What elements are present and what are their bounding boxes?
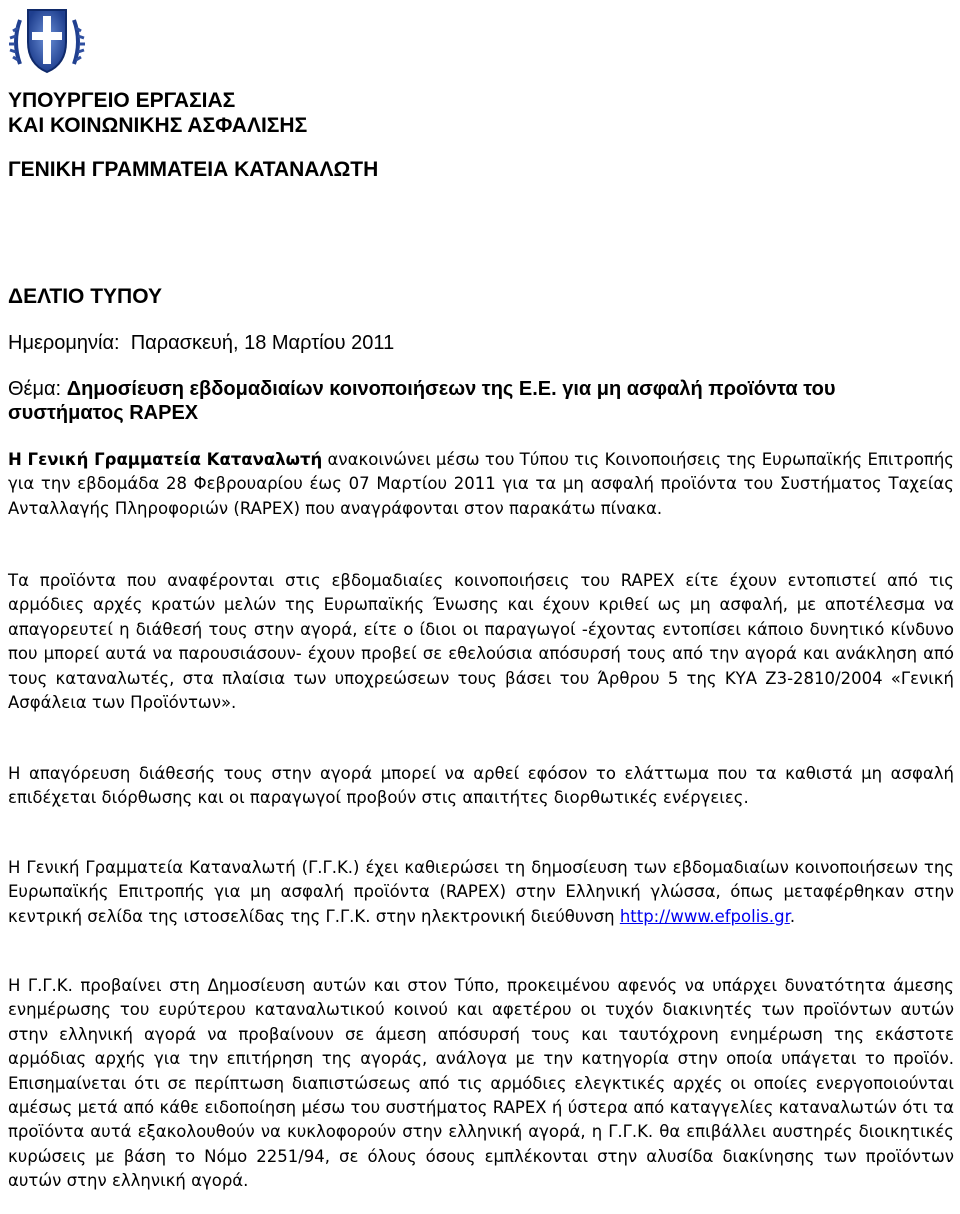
publication-body: Η Γενική Γραμματεία Καταναλωτή (Γ.Γ.Κ.) έχει καθιερώσει τη δημοσίευση των εβδομαδιαίων κοινοποιήσεων της Ευρωπαϊκής Επιτροπής για μη ασφαλή προϊόντα (RAPEX) στην Ελληνική γλώσσα, όπως μεταφέρθηκαν στην κεντρική σελίδα της ιστοσελίδας της Γ.Γ.Κ. στην ηλεκτρονική διεύθυνση	[8, 858, 954, 926]
publication-end: .	[789, 906, 796, 926]
secretariat-title: ΓΕΝΙΚΗ ΓΡΑΜΜΑΤΕΙΑ ΚΑΤΑΝΑΛΩΤΗ	[8, 158, 379, 181]
ministry-line-1: ΥΠΟΥΡΓΕΙΟ ΕΡΓΑΣΙΑΣ	[8, 89, 236, 112]
subject-label: Θέμα:	[8, 378, 62, 400]
document-type-title: ΔΕΛΤΙΟ ΤΥΠΟΥ	[8, 285, 162, 308]
date-value: Παρασκευή, 18 Μαρτίου 2011	[130, 332, 395, 354]
announcement-body: ανακοινώνει μέσω του Τύπου τις Κοινοποιήσεις της Ευρωπαϊκής Επιτροπής για την εβδομάδα 28 Φεβρουαρίου έως 07 Μαρτίου 2011 για τα μη ασφαλή προϊόντα του Συστήματος Ταχείας Ανταλλαγής Πληροφοριών (RAPEX) που αναγράφονται στον παρακάτω πίνακα.	[8, 450, 954, 518]
paragraph-press-sanctions: Η Γ.Γ.Κ. προβαίνει στη Δημοσίευση αυτών και στον Τύπο, προκειμένου αφενός να υπάρχει δυνατότητα άμεσης ενημέρωσης του ευρύτερου καταναλωτικού κοινού και αφετέρου οι τυχόν διακινητές των προϊόντων αυτών στην ελληνική αγορά να προβαίνουν σε άμεση απόσυρσή τους και ταυτόχρονη ενημέρωση της εκάστοτε αρμόδιας αρχής για την επιτήρηση της αγοράς, ανάλογα με την κατηγορία στην οποία υπάγεται το προϊόν. Επισημαίνεται ότι σε περίπτωση διαπιστώσεως από τις αρμόδιες ελεγκτικές αρχές οι οποίες ενεργοποιούνται αμέσως μετά από κάθε ειδοποίηση μέσω του συστήματος RAPEX ή ύστερα από καταγγελίες καταναλωτών ότι τα προϊόντα αυτά εξακολουθούν να κυκλοφορούν στην ελληνική αγορά, η Γ.Γ.Κ. θα επιβάλλει αυστηρές διοικητικές κυρώσεις με βάση το Νόμο 2251/94, σε όλους όσους εμπλέκονται στην αλυσίδα διακίνησης των προϊόντων αυτών στην ελληνική αγορά.	[8, 976, 954, 1191]
date-line	[8, 331, 394, 355]
date-label: Ημερομηνία:	[8, 332, 120, 354]
ministry-line-2: ΚΑΙ ΚΟΙΝΩΝΙΚΗΣ ΑΣΦΑΛΙΣΗΣ	[8, 114, 308, 137]
paragraph-ban-lift: Η απαγόρευση διάθεσής τους στην αγορά μπορεί να αρθεί εφόσον το ελάττωμα που τα καθιστά μη ασφαλή επιδέχεται διόρθωσης και οι παραγωγοί προβούν στις απαιτήτες διορθωτικές ενέργειες.	[8, 764, 954, 808]
paragraph-rapex-products: Τα προϊόντα που αναφέρονται στις εβδομαδιαίες κοινοποιήσεις του RAPEX είτε έχουν εντοπιστεί από τις αρμόδιες αρχές κρατών μελών της Ευρωπαϊκής Ένωσης και έχουν κριθεί ως μη ασφαλή, με αποτέλεσμα να απαγορευτεί η διάθεσή τους στην αγορά, είτε ο ίδιοι οι παραγωγοί -έχοντας εντοπίσει κάποιο δυνητικό κίνδυνο που μπορεί αυτά να παρουσιάσουν- έχουν προβεί σε εθελούσια απόσυρσή τους από την αγορά και ανάκληση από τους καταναλωτές, στα πλαίσια των υποχρεώσεων τους βάσει του Άρθρου 5 της ΚΥΑ Ζ3-2810/2004 «Γενική Ασφάλεια των Προϊόντων».	[8, 571, 954, 713]
subject-text: Δημοσίευση εβδομαδιαίων κοινοποιήσεων της Ε.Ε. για μη ασφαλή προϊόντα του συστήματος RAPEX	[8, 378, 836, 424]
efpolis-link[interactable]: http://www.efpolis.gr	[619, 906, 790, 926]
paragraph-announcement	[8, 448, 954, 521]
paragraph-publication	[8, 856, 954, 929]
hellenic-republic-emblem-icon	[6, 2, 88, 80]
subject-line	[8, 377, 954, 425]
announcement-lead: Η Γενική Γραμματεία Καταναλωτή	[8, 450, 323, 469]
